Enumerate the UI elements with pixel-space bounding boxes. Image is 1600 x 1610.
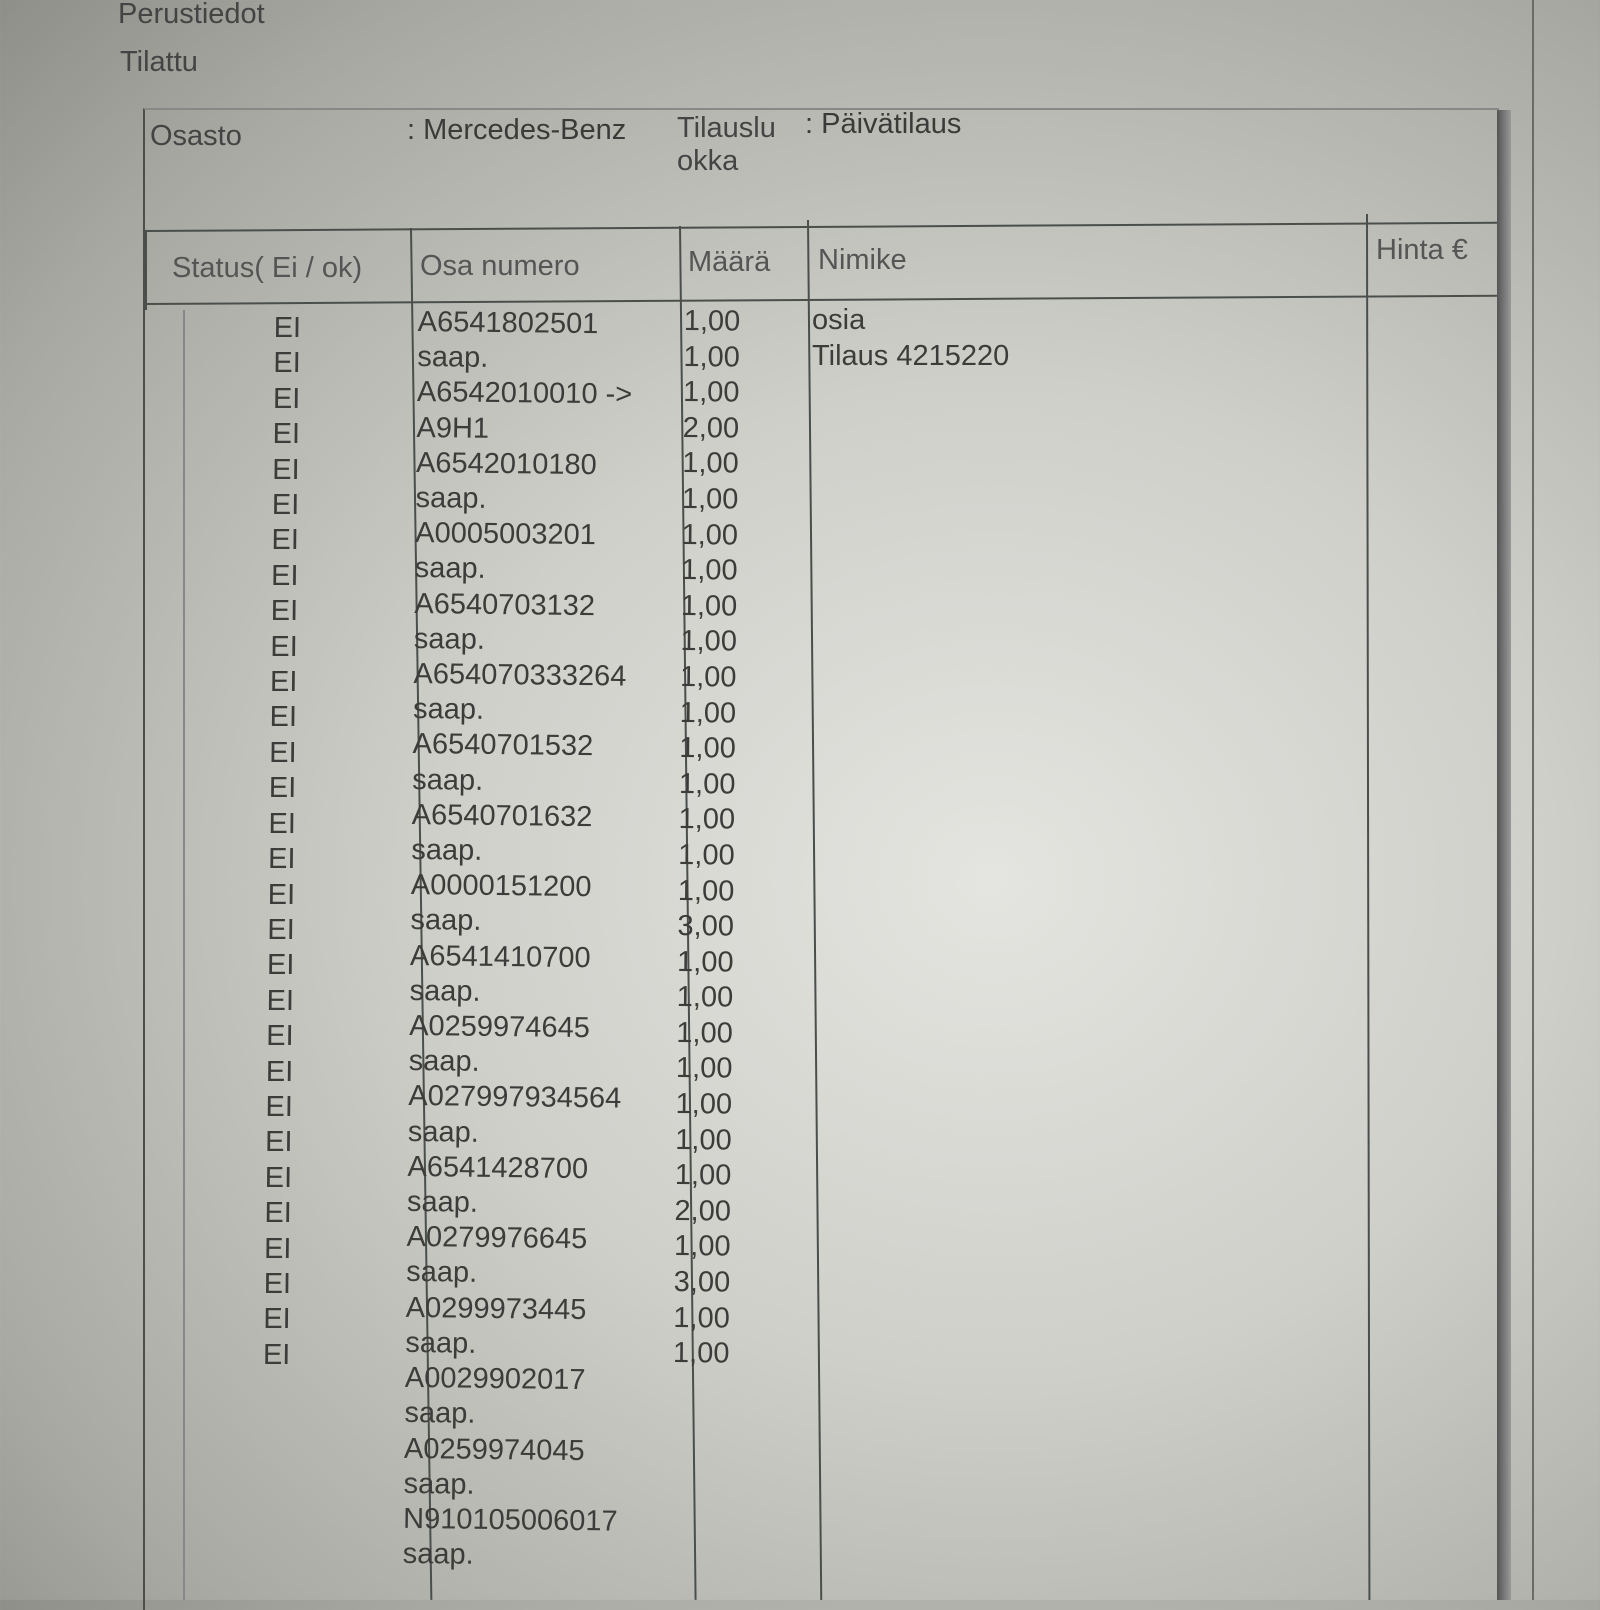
status-cell: EI (270, 559, 299, 592)
status-cell: EI (268, 807, 297, 840)
status-cell: EI (271, 489, 300, 522)
part-number-cell: A6541410700 (409, 939, 591, 974)
quantity-cell: 1,00 (680, 589, 738, 623)
department-value: : Mercedes-Benz (407, 114, 627, 146)
part-number-cell: saap. (415, 482, 487, 515)
status-cell: EI (263, 1303, 291, 1336)
quantity-cell: 1,00 (682, 376, 740, 409)
status-cell: EI (267, 913, 295, 946)
quantity-cell: 3,00 (677, 910, 735, 943)
part-number-cell: A6542010010 -> (416, 376, 633, 412)
quantity-cell: 1,00 (677, 874, 735, 908)
part-number-cell: A0000151200 (410, 869, 592, 904)
quantity-cell: 2,00 (674, 1194, 732, 1228)
quantity-cell: 1,00 (679, 660, 737, 694)
status-cell: EI (269, 736, 297, 769)
paper-edge (1532, 0, 1534, 1600)
part-number-cell: A6540701532 (412, 728, 594, 763)
section-title: Perustiedot (118, 0, 265, 30)
part-number-cell: A0259974645 (408, 1010, 591, 1045)
status-cell: EI (266, 949, 295, 982)
subtitle: Tilattu (120, 46, 198, 78)
quantity-column (673, 304, 741, 1372)
part-number-cell: A6541428700 (407, 1150, 589, 1186)
quantity-cell: 1,00 (676, 945, 734, 979)
status-cell: EI (272, 453, 300, 486)
quantity-cell: 1,00 (678, 803, 736, 836)
name-column (812, 303, 1009, 374)
name-cell: Tilaus 4215220 (812, 339, 1010, 372)
part-number-cell: saap. (413, 622, 486, 656)
status-cell: EI (272, 418, 301, 451)
status-cell: EI (264, 1197, 292, 1230)
part-number-cell: A0029902017 (404, 1362, 586, 1397)
part-number-cell: saap. (404, 1397, 476, 1431)
quantity-cell: 1,00 (682, 447, 739, 480)
part-number-cell: A0279976645 (406, 1221, 588, 1256)
quantity-cell: 1,00 (679, 732, 736, 765)
quantity-cell: 1,00 (673, 1301, 731, 1335)
status-cell: EI (270, 595, 299, 628)
quantity-cell: 1,00 (676, 1016, 733, 1050)
part-number-cell: saap. (414, 552, 486, 586)
quantity-cell: 1,00 (675, 1088, 733, 1121)
part-number-cell: A6542010180 (415, 446, 597, 482)
part-number-cell: A027997934564 (408, 1080, 622, 1116)
header-quantity: Määrä (688, 246, 771, 278)
status-cell: EI (266, 1020, 294, 1053)
part-number-cell: saap. (410, 904, 482, 938)
part-number-cell: saap. (402, 1538, 474, 1571)
order-class-value: : Päivätilaus (805, 108, 962, 140)
status-cell: EI (266, 984, 295, 1017)
status-cell: EI (263, 1267, 292, 1300)
part-number-cell: A6540703132 (414, 587, 596, 622)
status-cell: EI (269, 701, 298, 734)
part-number-cell: saap. (403, 1467, 475, 1501)
quantity-cell: 1,00 (681, 482, 739, 516)
header-status: Status( Ei / ok) (172, 252, 363, 284)
part-number-cell: saap. (406, 1186, 479, 1219)
status-cell: EI (269, 666, 298, 699)
header-name: Nimike (818, 244, 907, 276)
order-class-label: Tilauslu okka (677, 112, 776, 177)
part-number-cell: A6540701632 (411, 798, 593, 834)
part-number-column (403, 305, 634, 1575)
status-cell: EI (273, 347, 301, 380)
status-cell: EI (262, 1338, 291, 1371)
status-cell: EI (264, 1161, 293, 1194)
part-number-cell: N910105006017 (402, 1502, 618, 1538)
col-border (145, 232, 147, 310)
quantity-cell: 1,00 (679, 696, 737, 730)
status-cell: EI (268, 772, 297, 805)
department-label: Osasto (150, 120, 242, 152)
status-cell: EI (273, 312, 302, 344)
quantity-cell: 1,00 (676, 981, 734, 1014)
quantity-cell: 1,00 (683, 304, 741, 338)
part-number-cell: saap. (405, 1256, 478, 1290)
col-border (183, 310, 185, 1600)
box-shadow (1497, 110, 1511, 1600)
part-number-cell: A0259974045 (403, 1432, 585, 1467)
quantity-cell: 1,00 (675, 1123, 732, 1157)
quantity-cell: 2,00 (682, 411, 740, 445)
status-cell: EI (271, 524, 300, 557)
status-column (246, 311, 317, 1373)
status-cell: EI (265, 1090, 294, 1123)
quantity-cell: 1,00 (675, 1052, 733, 1086)
part-number-cell: A0299973445 (405, 1291, 587, 1326)
part-number-cell: saap. (412, 693, 485, 727)
quantity-cell: 1,00 (678, 838, 735, 872)
part-number-cell: saap. (408, 1045, 480, 1079)
part-number-cell: saap. (417, 341, 489, 375)
part-number-cell: saap. (412, 763, 484, 797)
part-number-cell: A654070333264 (413, 658, 627, 693)
part-number-cell: saap. (409, 974, 481, 1008)
status-cell: EI (267, 878, 296, 911)
quantity-cell: 1,00 (678, 767, 736, 801)
quantity-cell: 1,00 (673, 1230, 731, 1263)
status-cell: EI (272, 382, 301, 415)
status-cell: EI (264, 1126, 293, 1159)
quantity-cell: 1,00 (681, 518, 739, 552)
status-cell: EI (263, 1232, 292, 1265)
header-part-number: Osa numero (420, 250, 580, 282)
part-number-cell: A0005003201 (415, 517, 597, 552)
quantity-cell: 1,00 (681, 554, 738, 587)
quantity-cell: 1,00 (680, 625, 738, 658)
quantity-cell: 3,00 (673, 1265, 731, 1299)
part-number-cell: saap. (411, 834, 483, 867)
part-number-cell: A6541802501 (417, 305, 599, 341)
status-cell: EI (265, 1055, 294, 1088)
quantity-cell: 1,00 (672, 1337, 730, 1370)
header-price: Hinta € (1376, 234, 1468, 266)
quantity-cell: 1,00 (674, 1159, 732, 1192)
status-cell: EI (270, 630, 298, 663)
part-number-cell: saap. (405, 1326, 477, 1360)
part-number-cell: A9H1 (416, 411, 490, 445)
part-number-cell: saap. (407, 1115, 480, 1149)
quantity-cell: 1,00 (683, 340, 741, 374)
name-cell: osia (812, 304, 866, 336)
status-cell: EI (267, 843, 296, 876)
